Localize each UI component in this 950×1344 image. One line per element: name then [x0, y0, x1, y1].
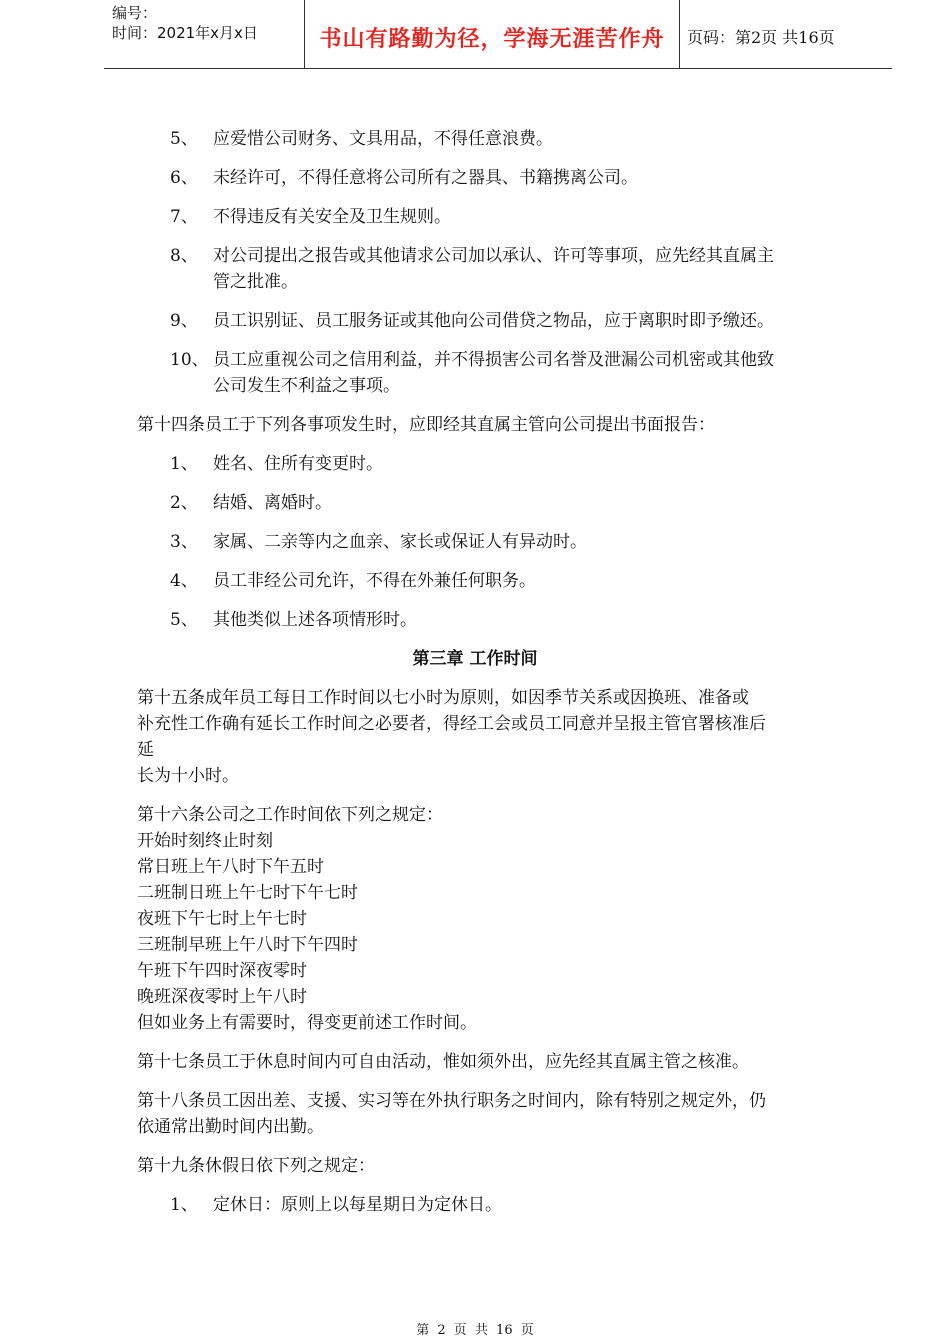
list-item-number: 4、 — [170, 571, 198, 591]
article-16-line: 开始时刻终止时刻 — [137, 831, 273, 851]
list-item: 结婚、离婚时。 — [213, 493, 332, 513]
list-item: 其他类似上述各项情形时。 — [213, 610, 417, 630]
list-item: 员工非经公司允许，不得在外兼任何职务。 — [213, 571, 536, 591]
header-page-number: 页码：第2页 共16页 — [687, 28, 835, 47]
header-code-label: 编号： — [112, 4, 158, 22]
header-motto-cell — [304, 0, 680, 68]
article-16-line: 第十六条公司之工作时间依下列之规定： — [137, 805, 443, 825]
list-item-number: 6、 — [170, 168, 198, 188]
header-motto: 书山有路勤为径，学海无涯苦作舟 — [319, 26, 665, 52]
article-19: 第十九条休假日依下列之规定： — [137, 1156, 375, 1176]
article-18-line: 第十八条员工因出差、支援、实习等在外执行职务之时间内，除有特别之规定外，仍 — [137, 1091, 766, 1111]
header-time-label: 时间：2021年x月x日 — [112, 24, 258, 42]
list-item: 员工应重视公司之信用利益，并不得损害公司名誉及泄漏公司机密或其他致 — [213, 350, 774, 370]
list-item: 员工识别证、员工服务证或其他向公司借贷之物品，应于离职时即予缴还。 — [213, 311, 774, 331]
article-16-line: 常日班上午八时下午五时 — [137, 857, 324, 877]
article-18-line: 依通常出勤时间内出勤。 — [137, 1117, 324, 1137]
list-item: 对公司提出之报告或其他请求公司加以承认、许可等事项，应先经其直属主 — [213, 246, 774, 266]
header-meta-cell — [104, 0, 304, 68]
page-header — [104, 0, 892, 69]
list-item-number: 3、 — [170, 532, 198, 552]
article-16-line: 午班下午四时深夜零时 — [137, 961, 307, 981]
list-item-number: 8、 — [170, 246, 198, 266]
list-item-number: 5、 — [170, 129, 198, 149]
list-item-number: 5、 — [170, 610, 198, 630]
article-15-line: 延 — [137, 740, 154, 760]
list-item: 姓名、住所有变更时。 — [213, 454, 383, 474]
list-item-number: 2、 — [170, 493, 198, 513]
list-item: 家属、二亲等内之血亲、家长或保证人有异动时。 — [213, 532, 587, 552]
article-14: 第十四条员工于下列各事项发生时，应即经其直属主管向公司提出书面报告： — [137, 415, 715, 435]
list-item: 定休日：原则上以每星期日为定休日。 — [213, 1195, 502, 1215]
article-15-line: 长为十小时。 — [137, 766, 239, 786]
article-17: 第十七条员工于休息时间内可自由活动，惟如须外出，应先经其直属主管之核准。 — [137, 1052, 749, 1072]
list-item-number: 1、 — [170, 1195, 198, 1215]
page-footer: 第 2 页 共 16 页 — [416, 1323, 534, 1338]
article-16-line: 但如业务上有需要时，得变更前述工作时间。 — [137, 1013, 477, 1033]
list-item-number: 9、 — [170, 311, 198, 331]
header-page-cell — [679, 0, 892, 68]
list-item-continuation: 管之批准。 — [213, 272, 298, 292]
article-16-line: 二班制日班上午七时下午七时 — [137, 883, 358, 903]
article-16-line: 晚班深夜零时上午八时 — [137, 987, 307, 1007]
chapter-title: 第三章 工作时间 — [412, 649, 538, 669]
list-item-number: 10、 — [170, 350, 209, 370]
article-15-line: 第十五条成年员工每日工作时间以七小时为原则，如因季节关系或因换班、准备或 — [137, 688, 749, 708]
list-item: 不得违反有关安全及卫生规则。 — [213, 207, 451, 227]
list-item: 未经许可，不得任意将公司所有之器具、书籍携离公司。 — [213, 168, 638, 188]
article-16-line: 三班制早班上午八时下午四时 — [137, 935, 358, 955]
list-item: 应爱惜公司财务、文具用品，不得任意浪费。 — [213, 129, 553, 149]
list-item-number: 7、 — [170, 207, 198, 227]
list-item-continuation: 公司发生不利益之事项。 — [213, 376, 400, 396]
article-15-line: 补充性工作确有延长工作时间之必要者，得经工会或员工同意并呈报主管官署核准后 — [137, 714, 766, 734]
list-item-number: 1、 — [170, 454, 198, 474]
article-16-line: 夜班下午七时上午七时 — [137, 909, 307, 929]
